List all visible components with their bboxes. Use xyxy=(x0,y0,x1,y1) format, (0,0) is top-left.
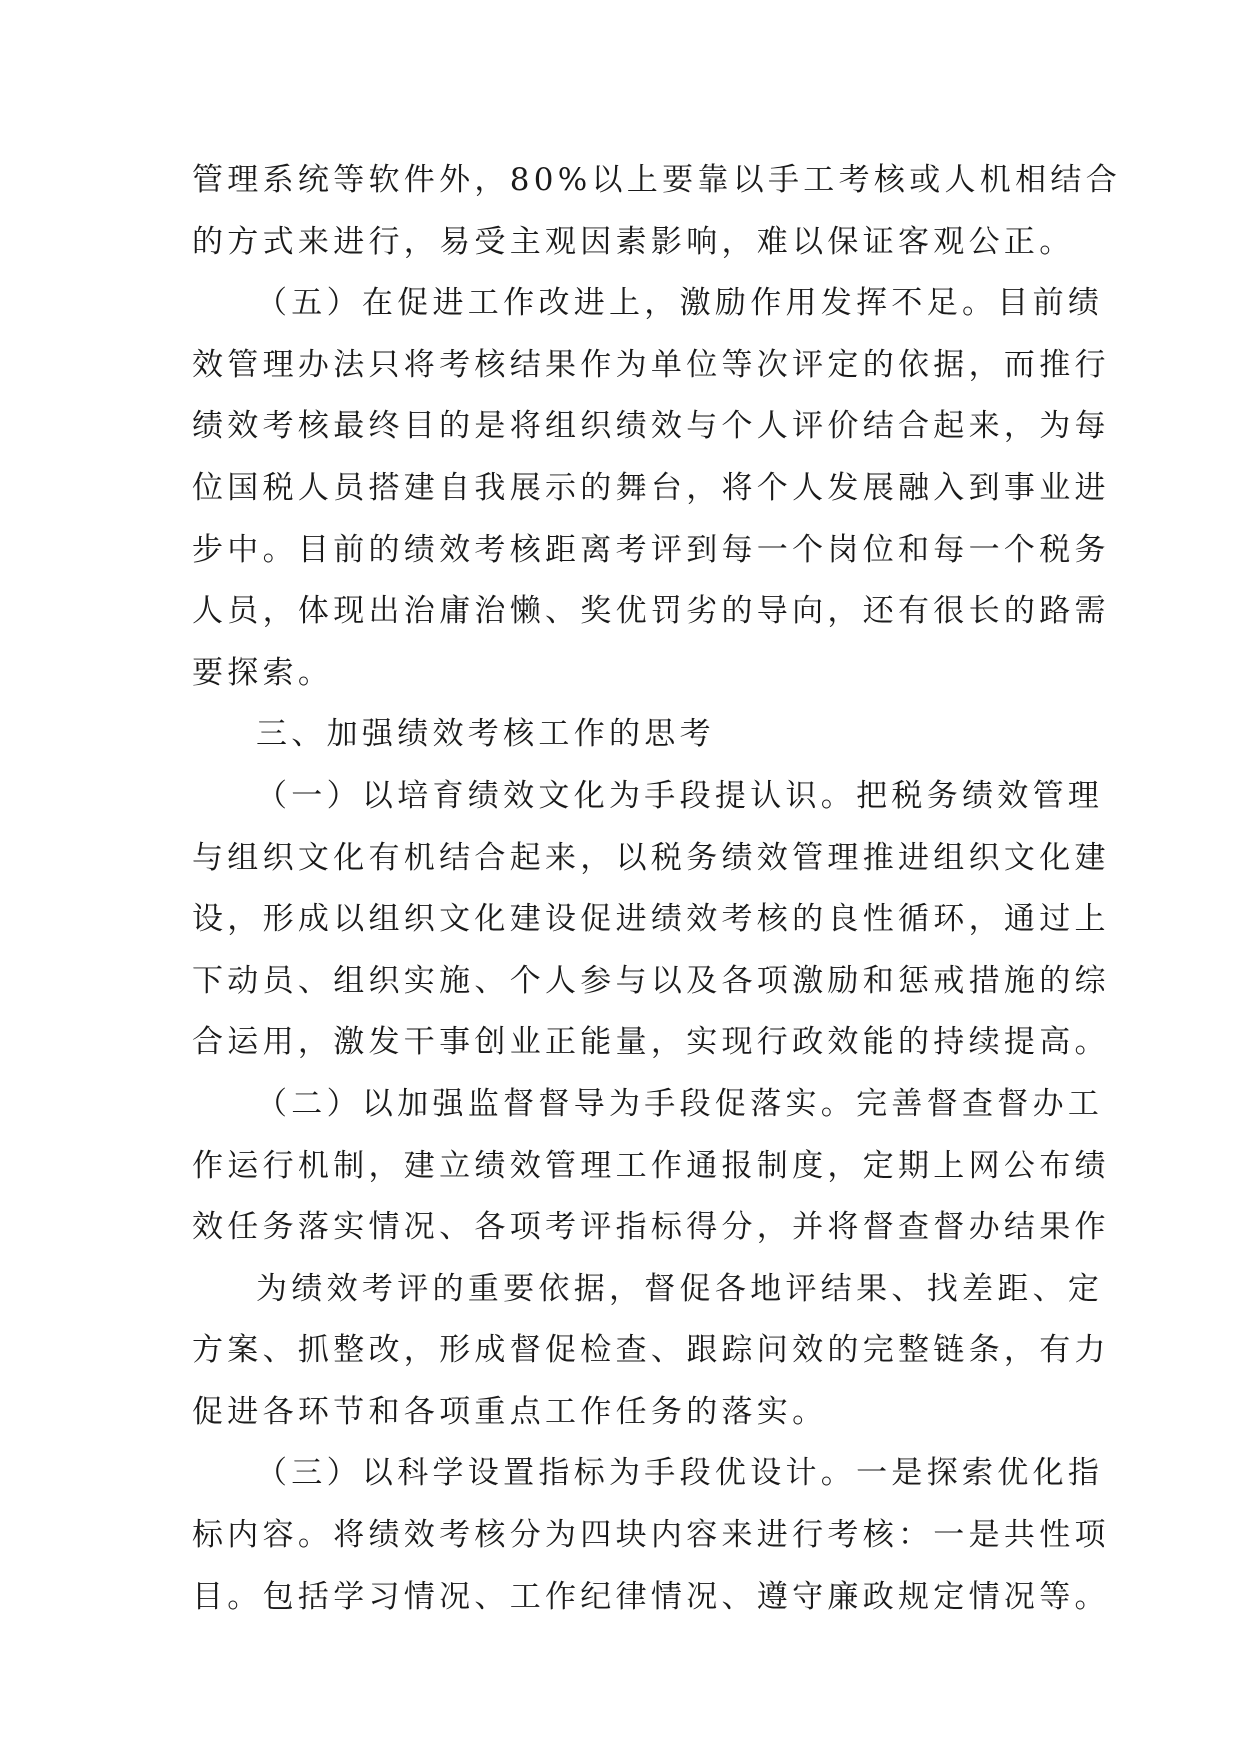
text-line: 人员，体现出治庸治懒、奖优罚劣的导向，还有很长的路需 xyxy=(192,593,1110,630)
text-line: 效任务落实情况、各项考评指标得分，并将督查督办结果作 xyxy=(192,1209,1110,1246)
text-line: （一）以培育绩效文化为手段提认识。把税务绩效管理 xyxy=(256,777,1104,814)
text-line: 效管理办法只将考核结果作为单位等次评定的依据，而推行 xyxy=(192,346,1110,383)
text-line: 绩效考核最终目的是将组织绩效与个人评价结合起来，为每 xyxy=(192,408,1110,445)
text-line: 步中。目前的绩效考核距离考评到每一个岗位和每一个税务 xyxy=(192,531,1110,568)
text-line: 三、加强绩效考核工作的思考 xyxy=(256,716,715,753)
text-line: 位国税人员搭建自我展示的舞台，将个人发展融入到事业进 xyxy=(192,469,1110,506)
text-line: （二）以加强监督督导为手段促落实。完善督查督办工 xyxy=(256,1085,1104,1122)
text-line: 的方式来进行，易受主观因素影响，难以保证客观公正。 xyxy=(192,223,1075,260)
text-line: 合运用，激发干事创业正能量，实现行政效能的持续提高。 xyxy=(192,1024,1110,1061)
document-body xyxy=(192,150,1121,1628)
text-line: 方案、抓整改，形成督促检查、跟踪问效的完整链条，有力 xyxy=(192,1332,1110,1369)
text-line: 下动员、组织实施、个人参与以及各项激励和惩戒措施的综 xyxy=(192,962,1110,999)
text-line: 为绩效考评的重要依据，督促各地评结果、找差距、定 xyxy=(256,1270,1104,1307)
text-line: 标内容。将绩效考核分为四块内容来进行考核：一是共性项 xyxy=(192,1517,1110,1554)
text-line: 要探索。 xyxy=(192,654,334,691)
text-line: 与组织文化有机结合起来，以税务绩效管理推进组织文化建 xyxy=(192,839,1110,876)
text-line: （三）以科学设置指标为手段优设计。一是探索优化指 xyxy=(256,1455,1104,1492)
text-line: 目。包括学习情况、工作纪律情况、遵守廉政规定情况等。 xyxy=(192,1578,1110,1615)
text-line: 设，形成以组织文化建设促进绩效考核的良性循环，通过上 xyxy=(192,901,1110,938)
text-line: 促进各环节和各项重点工作任务的落实。 xyxy=(192,1393,828,1430)
text-line: 作运行机制，建立绩效管理工作通报制度，定期上网公布绩 xyxy=(192,1147,1110,1184)
text-line: 管理系统等软件外，80%以上要靠以手工考核或人机相结合 xyxy=(192,162,1121,198)
text-line: （五）在促进工作改进上，激励作用发挥不足。目前绩 xyxy=(256,285,1104,322)
